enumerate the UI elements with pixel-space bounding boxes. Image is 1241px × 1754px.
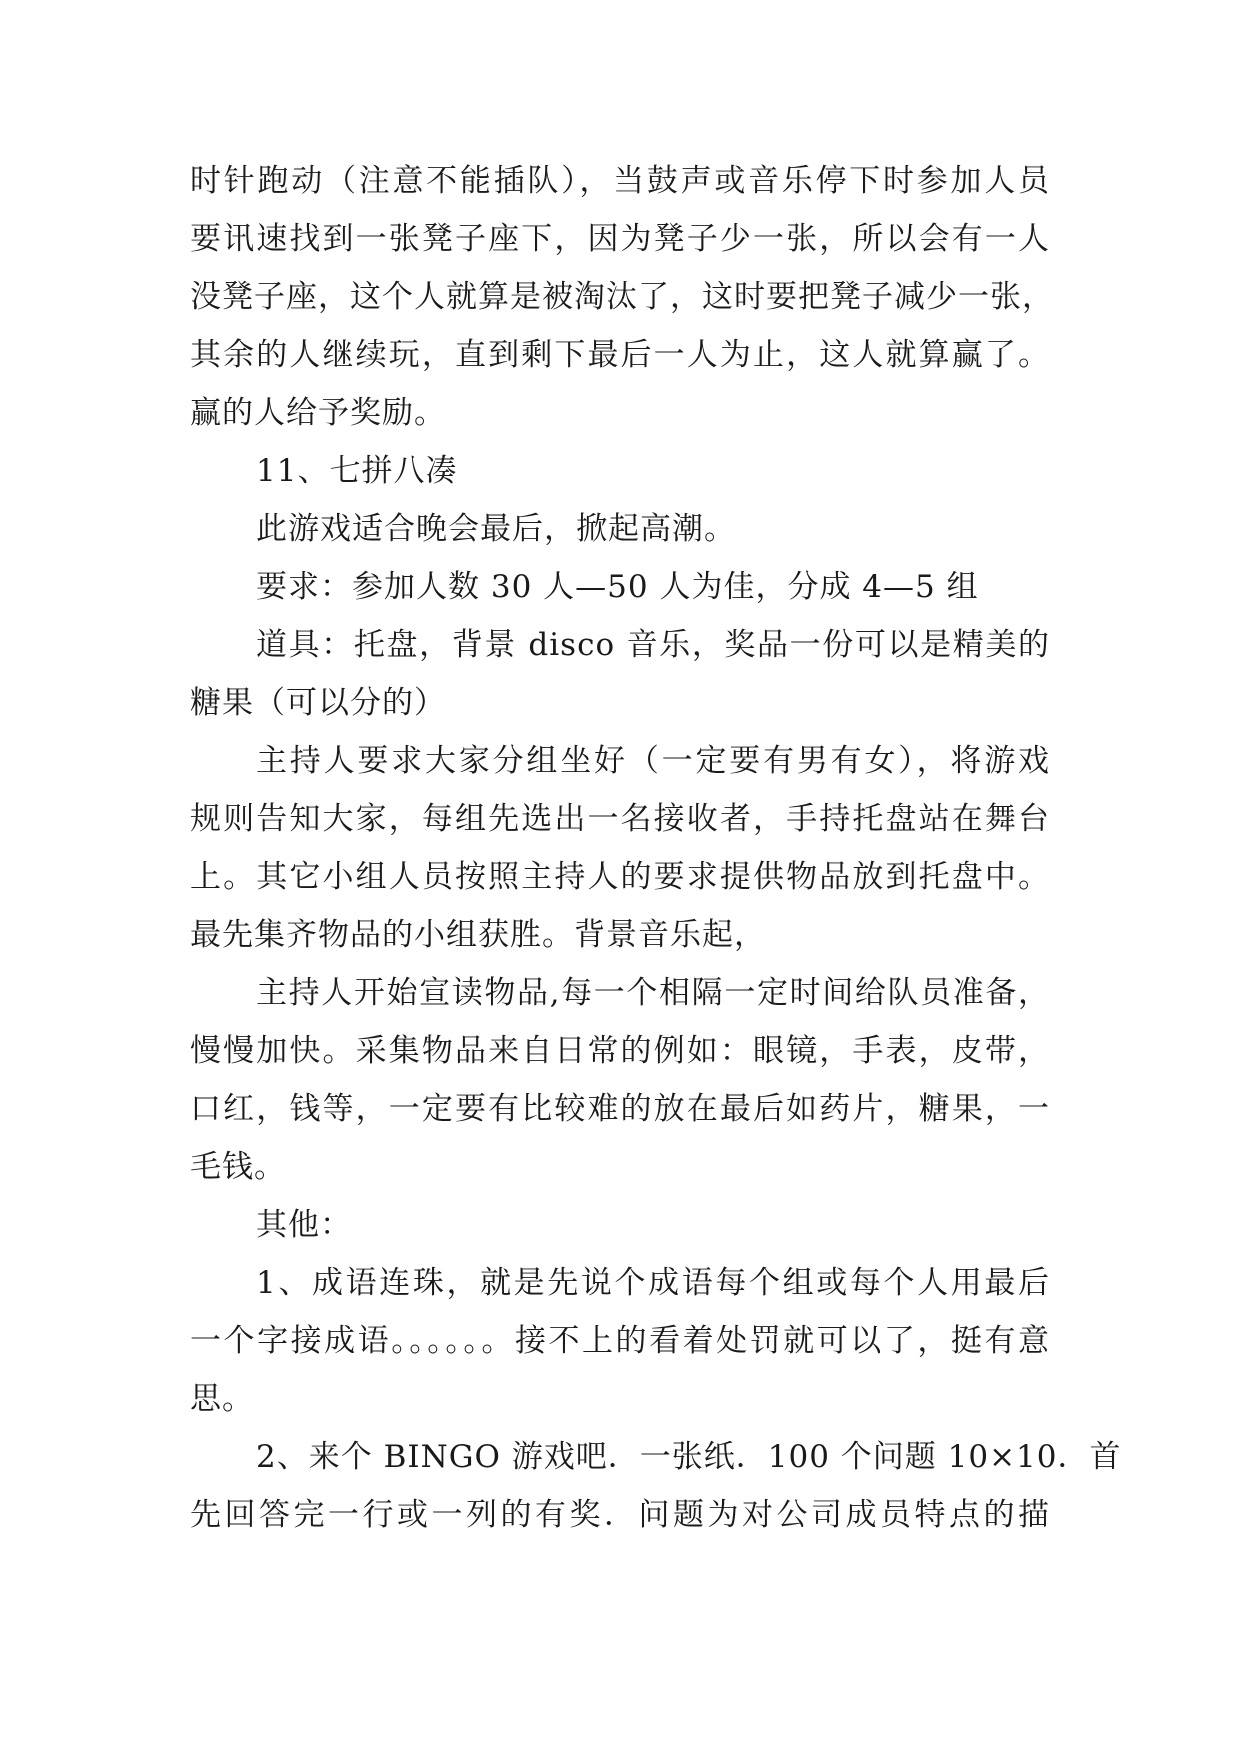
text-line: 没凳子座，这个人就算是被淘汰了，这时要把凳子减少一张，: [190, 279, 1054, 315]
text-line: 道具：托盘，背景 disco 音乐，奖品一份可以是精美的: [256, 627, 1050, 663]
text-line: 上。其它小组人员按照主持人的要求提供物品放到托盘中。: [190, 859, 1050, 895]
text-line: 要讯速找到一张凳子座下，因为凳子少一张，所以会有一人: [190, 221, 1050, 257]
text-line: 最先集齐物品的小组获胜。背景音乐起，: [190, 917, 766, 953]
text-line: 糖果（可以分的）: [190, 685, 446, 721]
text-line: 思。: [190, 1381, 254, 1417]
text-line: 慢慢加快。采集物品来自日常的例如：眼镜，手表，皮带，: [190, 1033, 1050, 1069]
text-line: 其余的人继续玩，直到剩下最后一人为止，这人就算赢了。: [190, 337, 1050, 373]
text-line: 要求：参加人数 30 人—50 人为佳，分成 4—5 组: [256, 569, 979, 605]
text-line: 赢的人给予奖励。: [190, 395, 446, 431]
text-line: 11、七拼八凑: [256, 453, 458, 489]
text-line: 毛钱。: [190, 1149, 286, 1185]
document-body: [190, 152, 1122, 1544]
text-line: 一个字接成语。。。。。。接不上的看着处罚就可以了，挺有意: [190, 1323, 1050, 1359]
text-line: 先回答完一行或一列的有奖．问题为对公司成员特点的描: [190, 1497, 1050, 1533]
text-line: 其他：: [256, 1207, 352, 1243]
text-line: 主持人要求大家分组坐好（一定要有男有女），将游戏: [256, 743, 1050, 779]
text-line: 1、成语连珠，就是先说个成语每个组或每个人用最后: [256, 1265, 1050, 1301]
text-line: 口红，钱等，一定要有比较难的放在最后如药片，糖果，一: [190, 1091, 1050, 1127]
text-line: 此游戏适合晚会最后，掀起高潮。: [256, 511, 736, 547]
text-line: 时针跑动（注意不能插队），当鼓声或音乐停下时参加人员: [190, 163, 1050, 199]
text-line: 主持人开始宣读物品,每一个相隔一定时间给队员准备，: [256, 975, 1050, 1011]
text-line: 规则告知大家，每组先选出一名接收者，手持托盘站在舞台: [190, 801, 1050, 837]
text-line: 2、来个 BINGO 游戏吧．一张纸．100 个问题 10×10．首: [256, 1439, 1122, 1475]
